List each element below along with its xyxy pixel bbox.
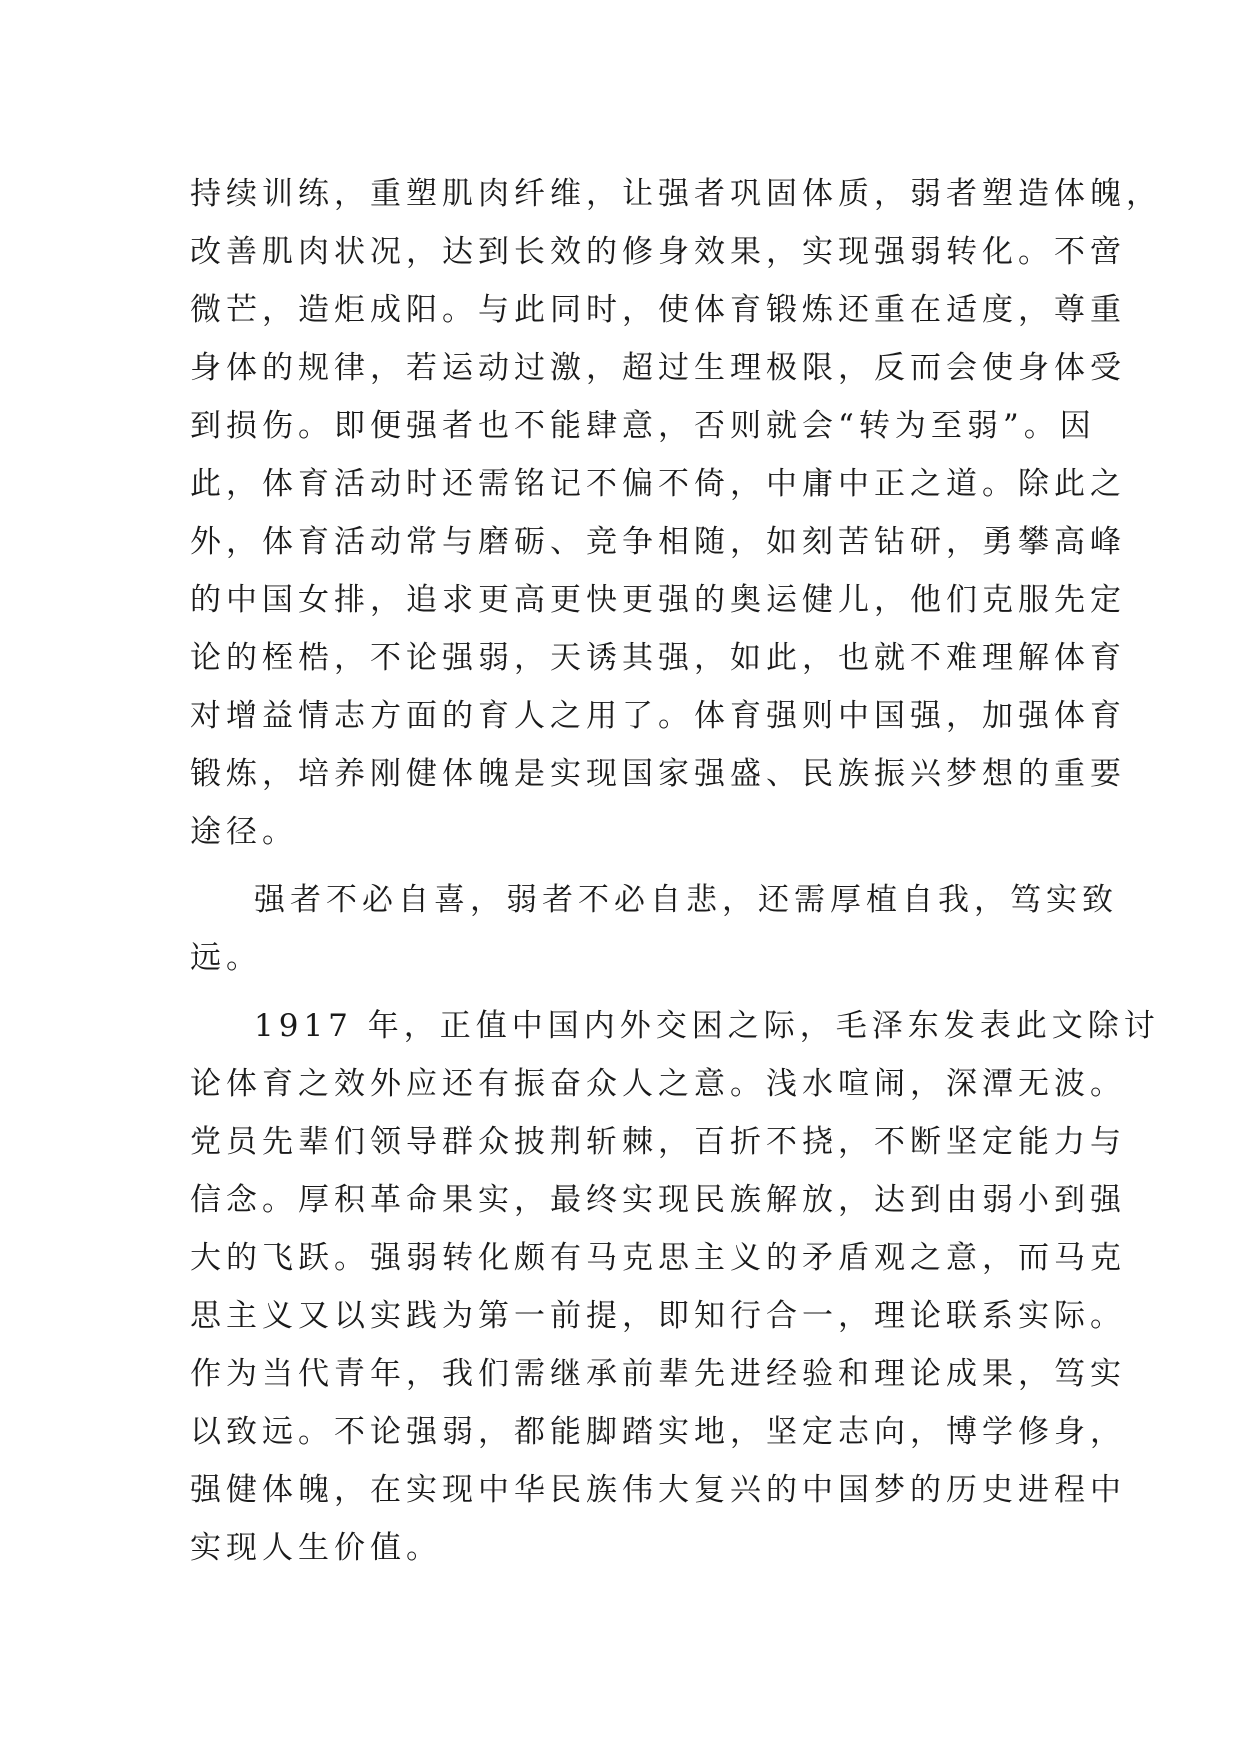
paragraph-line: 对增益情志方面的育人之用了。体育强则中国强，加强体育	[190, 698, 1126, 734]
paragraph-line: 持续训练，重塑肌肉纤维，让强者巩固体质，弱者塑造体魄，	[190, 176, 1162, 212]
paragraph-line: 的中国女排，追求更高更快更强的奥运健儿，他们克服先定	[190, 582, 1126, 618]
paragraph-line: 远。	[190, 940, 262, 976]
paragraph-line: 实现人生价值。	[190, 1530, 442, 1566]
paragraph-line: 强者不必自喜，弱者不必自悲，还需厚植自我，笃实致	[254, 882, 1118, 918]
paragraph-line: 1917 年，正值中国内外交困之际，毛泽东发表此文除讨	[254, 1008, 1160, 1044]
paragraph-line: 党员先辈们领导群众披荆斩棘，百折不挠，不断坚定能力与	[190, 1124, 1126, 1160]
paragraph-line: 外，体育活动常与磨砺、竞争相随，如刻苦钻研，勇攀高峰	[190, 524, 1126, 560]
paragraph-line: 锻炼，培养刚健体魄是实现国家强盛、民族振兴梦想的重要	[190, 756, 1126, 792]
paragraph-line: 身体的规律，若运动过激，超过生理极限，反而会使身体受	[190, 350, 1126, 386]
paragraph-line: 论的桎梏，不论强弱，天诱其强，如此，也就不难理解体育	[190, 640, 1126, 676]
paragraph-line: 微芒，造炬成阳。与此同时，使体育锻炼还重在适度，尊重	[190, 292, 1126, 328]
paragraph-line: 改善肌肉状况，达到长效的修身效果，实现强弱转化。不啻	[190, 234, 1126, 270]
paragraph-line: 途径。	[190, 814, 298, 850]
paragraph-line: 此，体育活动时还需铭记不偏不倚，中庸中正之道。除此之	[190, 466, 1126, 502]
paragraph-line: 作为当代青年，我们需继承前辈先进经验和理论成果，笃实	[190, 1356, 1126, 1392]
paragraph-line: 到损伤。即便强者也不能肆意，否则就会“转为至弱”。因	[190, 408, 1096, 444]
paragraph-line: 信念。厚积革命果实，最终实现民族解放，达到由弱小到强	[190, 1182, 1126, 1218]
paragraph-line: 以致远。不论强弱，都能脚踏实地，坚定志向，博学修身，	[190, 1414, 1126, 1450]
paragraph-line: 强健体魄，在实现中华民族伟大复兴的中国梦的历史进程中	[190, 1472, 1126, 1508]
paragraph-line: 论体育之效外应还有振奋众人之意。浅水喧闹，深潭无波。	[190, 1066, 1126, 1102]
paragraph-line: 思主义又以实践为第一前提，即知行合一，理论联系实际。	[190, 1298, 1126, 1334]
document-body	[190, 0, 1162, 1754]
paragraph-line: 大的飞跃。强弱转化颇有马克思主义的矛盾观之意，而马克	[190, 1240, 1126, 1276]
